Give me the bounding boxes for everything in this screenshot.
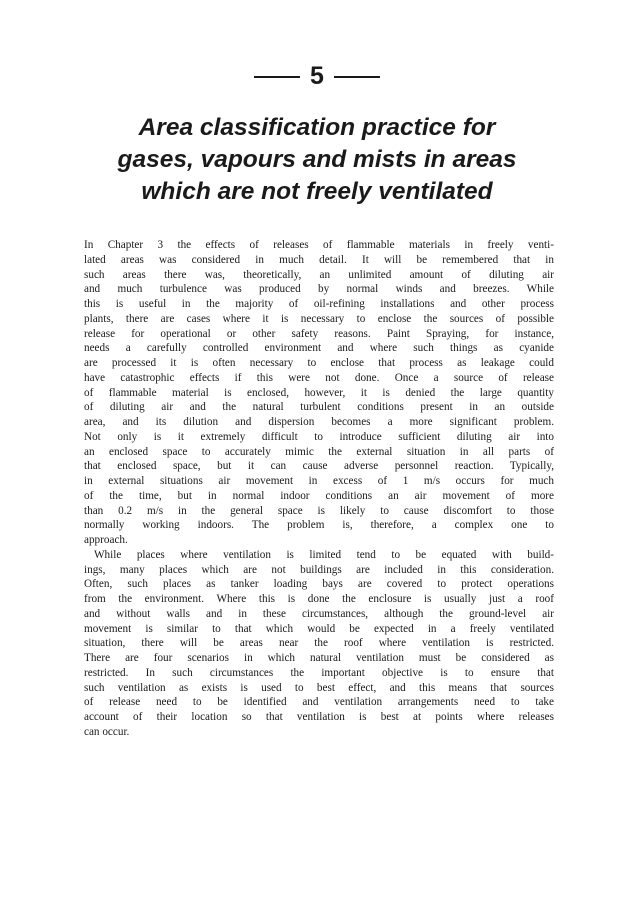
text-line: of release need to be identified and ventilation arrangements need to take [84,696,554,709]
chapter-number: 5 [310,62,324,90]
text-line: that enclosed space, but it can cause adverse personnel reaction. Typically, [84,460,554,473]
paragraph-2 [84,548,554,740]
text-line: ings, many places which are not buildings are included in this consideration. [84,563,554,576]
text-line: Not only is it extremely difficult to introduce sufficient diluting air into [84,430,554,443]
text-line: and much turbulence was produced by normal winds and breezes. While [84,283,554,296]
text-line: of the time, but in normal indoor conditions an air movement of more [84,489,554,502]
text-line: such areas there was, theoretically, an unlimited amount of diluting air [84,268,554,281]
text-line: In Chapter 3 the effects of releases of flammable materials in freely venti- [84,239,554,251]
text-line: Often, such places as tanker loading bays are covered to protect operations [84,578,554,591]
text-line: situation, there will be areas near the roof where ventilation is restricted. [84,637,554,650]
chapter-title-line: which are not freely ventilated [141,178,493,205]
text-line: restricted. In such circumstances the important objective is to ensure that [84,666,554,679]
text-line: than 0.2 m/s in the general space is likely to cause discomfort to those [84,504,554,517]
text-line: While places where ventilation is limited tend to be equated with build- [94,548,554,561]
text-line: needs a carefully controlled environment and where such things as cyanide [84,342,554,355]
text-line: can occur. [84,725,130,738]
text-line: movement is similar to that which would be expected in a freely ventilated [84,622,554,635]
text-line: such ventilation as exists is used to best effect, and this means that sources [84,681,554,694]
chapter-number-heading [0,64,634,89]
text-line: normally working indoors. The problem is, therefore, a complex one to [84,519,554,532]
text-line: in external situations air movement in excess of 1 m/s occurs for much [84,475,554,487]
right-rule [334,76,380,78]
text-line: an enclosed space to accurately mimic the external situation in all parts of [84,445,554,458]
text-line: account of their location so that ventilation is best at points where releases [84,711,554,723]
text-line: of flammable material is enclosed, however, it is denied the large quantity [84,386,554,399]
chapter-title [0,112,634,208]
chapter-title-line: Area classification practice for [138,114,496,141]
left-rule [254,76,300,78]
chapter-title-line: gases, vapours and mists in areas [117,146,517,173]
text-line: and without walls and in these circumstances, although the ground-level air [84,607,554,620]
text-line: of diluting air and the natural turbulent conditions present in an outside [84,401,554,414]
text-line: release for operational or other safety reasons. Paint Spraying, for instance, [84,327,554,340]
text-line: There are four scenarios in which natural ventilation must be considered as [84,652,554,664]
text-line: lated areas was considered in much detail. It will be remembered that in [84,253,554,266]
body-text [84,238,554,740]
text-line: from the environment. Where this is done the enclosure is usually just a roof [84,593,554,605]
text-line: plants, there are cases where it is necessary to enclose the sources of possible [84,312,554,325]
text-line: this is useful in the majority of oil-refining installations and other process [84,298,554,310]
paragraph-1 [84,238,554,548]
text-line: have catastrophic effects if this were not done. Once a source of release [84,371,554,384]
text-line: area, and its dilution and dispersion becomes a more significant problem. [84,416,554,428]
text-line: are processed it is often necessary to enclose that process as leakage could [84,357,554,369]
text-line: approach. [84,534,128,546]
